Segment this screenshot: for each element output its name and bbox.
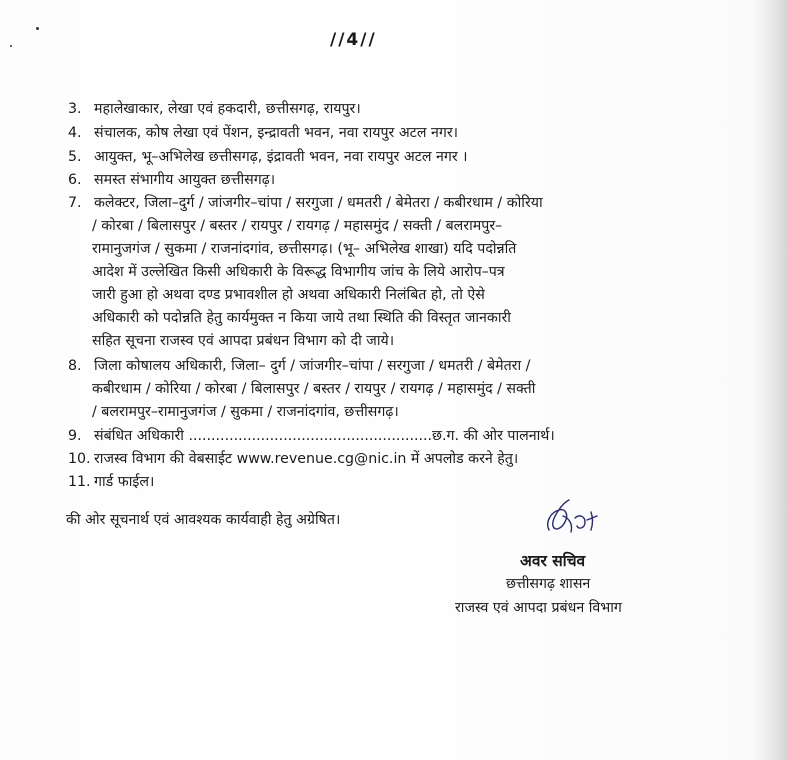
item-number: 9. xyxy=(68,428,82,444)
signatory-government: छत्तीसगढ़ शासन xyxy=(506,576,591,592)
item-text: समस्त संभागीय आयुक्त छत्तीसगढ़। xyxy=(94,172,276,188)
signatory-designation: अवर सचिव xyxy=(520,552,586,570)
distribution-item xyxy=(68,448,518,470)
item-number: 10. xyxy=(68,451,91,467)
distribution-item xyxy=(68,355,530,377)
distribution-item xyxy=(68,98,361,120)
scan-speck xyxy=(10,45,12,47)
item-text-line: सहित सूचना राजस्व एवं आपदा प्रबंधन विभाग को दी जाये। xyxy=(92,333,395,349)
item-text-line: / बलरामपुर–रामानुजगंज / सुकमा / राजनांदगांव, छत्तीसगढ़। xyxy=(92,404,399,420)
item-number: 8. xyxy=(68,358,82,374)
signature-mark xyxy=(535,494,605,544)
distribution-item xyxy=(68,122,458,144)
item-text-line: आदेश में उल्लेखित किसी अधिकारी के विरूद्ध विभागीय जांच के लिये आरोप–पत्र xyxy=(92,264,505,280)
forwarding-note: की ओर सूचनार्थ एवं आवश्यक कार्यवाही हेतु अग्रेषित। xyxy=(66,512,341,528)
item-text-line: जिला कोषालय अधिकारी, जिला– दुर्ग / जांजगीर–चांपा / सरगुजा / धमतरी / बेमेतरा / xyxy=(94,358,531,374)
page-number: //4// xyxy=(330,30,377,50)
item-number: 5. xyxy=(68,149,82,165)
item-text-line: कलेक्टर, जिला–दुर्ग / जांजगीर–चांपा / सरगुजा / धमतरी / बेमेतरा / कबीरधाम / कोरिया xyxy=(94,195,543,211)
distribution-item xyxy=(68,169,275,191)
item-text: संचालक, कोष लेखा एवं पेंशन, इन्द्रावती भवन, नवा रायपुर अटल नगर। xyxy=(94,125,459,141)
distribution-item xyxy=(68,425,555,447)
distribution-item xyxy=(68,192,543,214)
item-number: 11. xyxy=(68,474,91,490)
item-text: राजस्व विभाग की वेबसाईट www.revenue.cg@nic.in में अपलोड करने हेतु। xyxy=(94,451,519,467)
item-number: 7. xyxy=(68,195,82,211)
item-text: महालेखाकार, लेखा एवं हकदारी, छत्तीसगढ़, रायपुर। xyxy=(94,101,361,117)
scan-speck xyxy=(36,27,39,30)
item-text-line: रामानुजगंज / सुकमा / राजनांदगांव, छत्तीसगढ़। (भू– अभिलेख शाखा) यदि पदोन्नति xyxy=(92,241,517,257)
distribution-item xyxy=(68,471,154,493)
item-number: 4. xyxy=(68,125,82,141)
item-text-line: / कोरबा / बिलासपुर / बस्तर / रायपुर / रायगढ़ / महासमुंद / सक्ती / बलरामपुर– xyxy=(92,218,503,234)
item-text: गार्ड फाईल। xyxy=(94,474,155,490)
page-edge-shadow xyxy=(752,0,788,760)
item-text: आयुक्त, भू–अभिलेख छत्तीसगढ़, इंद्रावती भवन, नवा रायपुर अटल नगर । xyxy=(94,149,468,165)
distribution-item xyxy=(68,146,468,168)
item-number: 6. xyxy=(68,172,82,188)
signatory-department: राजस्व एवं आपदा प्रबंधन विभाग xyxy=(455,600,622,616)
item-text: संबंधित अधिकारी ......................................................छ.ग. की ओर पालनार्थ। xyxy=(94,428,555,444)
item-text-line: कबीरधाम / कोरिया / कोरबा / बिलासपुर / बस्तर / रायपुर / रायगढ़ / महासमुंद / सक्ती xyxy=(92,381,536,397)
item-text-line: जारी हुआ हो अथवा दण्ड प्रभावशील हो अथवा अधिकारी निलंबित हो, तो ऐसे xyxy=(92,287,485,303)
item-number: 3. xyxy=(68,101,82,117)
item-text-line: अधिकारी को पदोन्नति हेतु कार्यमुक्त न किया जाये तथा स्थिति की विस्तृत जानकारी xyxy=(92,310,511,326)
